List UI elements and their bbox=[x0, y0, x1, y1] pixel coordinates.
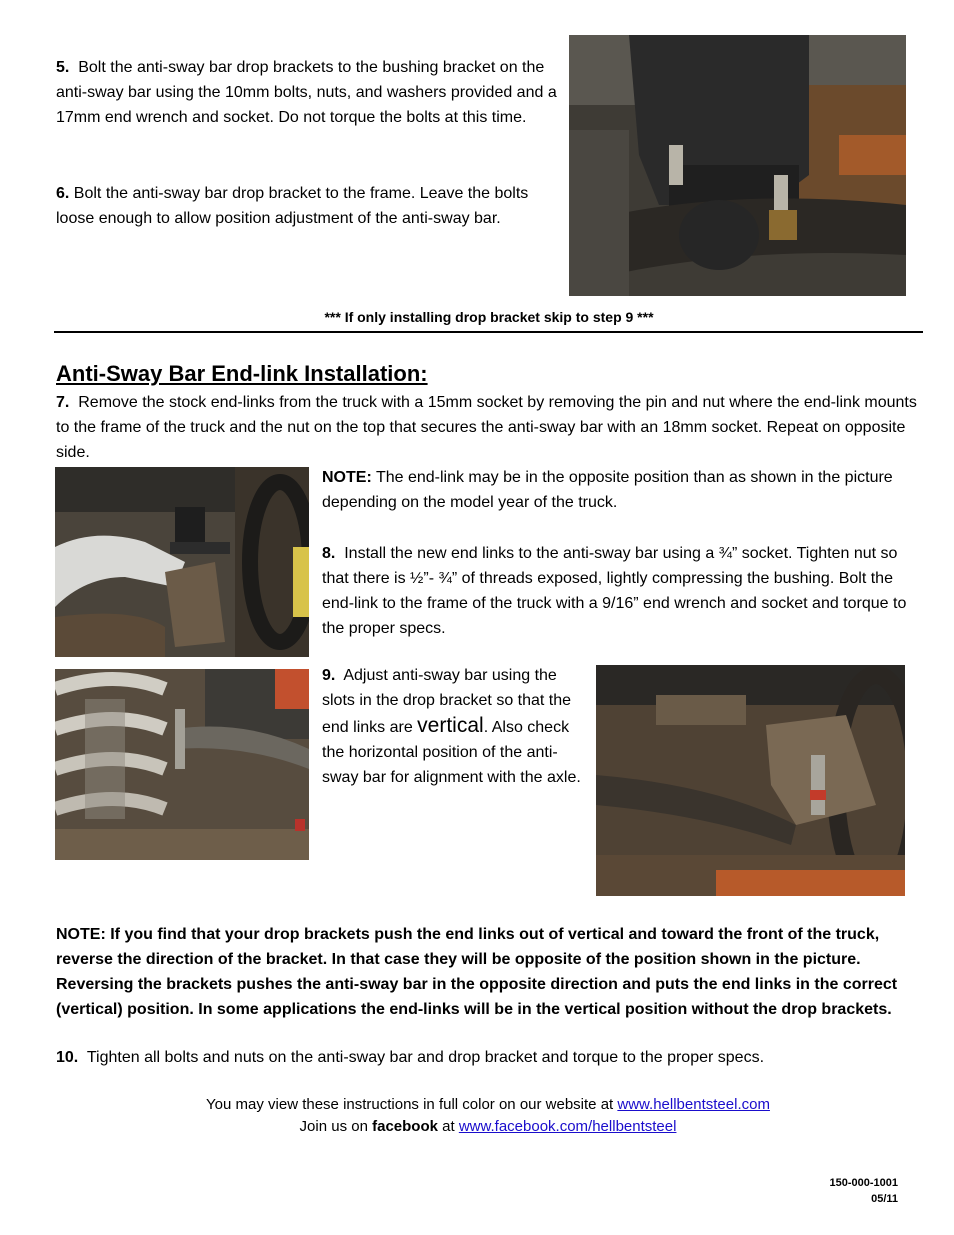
step-9-number: 9. bbox=[322, 667, 336, 684]
step-5 bbox=[56, 55, 561, 130]
step-7 bbox=[56, 390, 926, 465]
step-6 bbox=[56, 181, 561, 231]
step-9-text-a: Adjust anti-sway bar using the slots in the drop bracket so that the end links are bbox=[322, 667, 572, 736]
website-link[interactable]: www.hellbentsteel.com bbox=[617, 1096, 770, 1113]
end-link-removal-photo bbox=[55, 467, 309, 657]
vertical-end-link-photo bbox=[596, 665, 905, 896]
document-number: 150-000-1001 bbox=[829, 1177, 898, 1189]
step-8 bbox=[322, 541, 916, 641]
step-9-text-b: . Also check the horizontal position of the anti-sway bar for alignment with the axle. bbox=[322, 719, 581, 786]
step-10 bbox=[56, 1045, 926, 1070]
note-label: NOTE: bbox=[322, 469, 372, 486]
facebook-link[interactable]: www.facebook.com/hellbentsteel bbox=[458, 1118, 677, 1135]
note-reverse-brackets: NOTE: If you find that your drop brackets push the end links out of vertical and toward the front of the truck, reverse the direction of the bracket. In that case they will be opposite of the position shown in the picture. Reversing the brackets pushes the anti-sway bar in the opposite direction and puts the end links in the correct (vertical) position. In some applications the end-links will be in the vertical position without the drop brackets. bbox=[56, 926, 898, 1018]
document-date: 05/11 bbox=[871, 1193, 898, 1205]
step-10-number: 10. bbox=[56, 1049, 79, 1066]
step-6-number: 6. bbox=[56, 185, 70, 202]
step-8-text: Install the new end links to the anti-sway bar using a ¾” socket. Tighten nut so that there is ½”- ¾” of threads exposed, lightly compressing the bushing. Bolt the end-link to the frame of the truck with a 9/16” end wrench and socket and torque to the proper specs. bbox=[322, 545, 907, 637]
section-title: Anti-Sway Bar End-link Installation: bbox=[56, 361, 428, 386]
step-9 bbox=[322, 663, 587, 790]
footer bbox=[0, 1094, 954, 1138]
document-info bbox=[829, 1175, 898, 1207]
footer-website-line bbox=[0, 1094, 954, 1116]
footer-facebook-word: facebook bbox=[372, 1118, 438, 1135]
footer-facebook-line bbox=[0, 1116, 954, 1138]
step-5-number: 5. bbox=[56, 59, 70, 76]
step-5-text: Bolt the anti-sway bar drop brackets to the bushing bracket on the anti-sway bar using the 10mm bolts, nuts, and washers provided and a 17mm end wrench and socket. Do not torque the bolts at this time. bbox=[56, 59, 557, 126]
skip-note: *** If only installing drop bracket skip to step 9 *** bbox=[324, 309, 654, 325]
end-link-installed-photo bbox=[55, 669, 309, 860]
note-text: The end-link may be in the opposite position than as shown in the picture depending on the model year of the truck. bbox=[322, 469, 893, 511]
footer-website-text: You may view these instructions in full color on our website at bbox=[206, 1096, 614, 1113]
step-8-number: 8. bbox=[322, 545, 336, 562]
note-end-link-position bbox=[322, 465, 912, 515]
step-10-text: Tighten all bolts and nuts on the anti-sway bar and drop bracket and torque to the proper specs. bbox=[86, 1049, 765, 1066]
step-9-vertical-emphasis: vertical bbox=[417, 714, 484, 737]
footer-at-text: at bbox=[442, 1118, 455, 1135]
step-7-number: 7. bbox=[56, 394, 70, 411]
section-divider bbox=[54, 331, 923, 333]
step-7-text: Remove the stock end-links from the truck with a 15mm socket by removing the pin and nut where the end-link mounts to the frame of the truck and the nut on the top that secures the anti-sway bar with an 18mm socket. Repeat on opposite side. bbox=[56, 394, 917, 461]
step-6-text: Bolt the anti-sway bar drop bracket to the frame. Leave the bolts loose enough to allow position adjustment of the anti-sway bar. bbox=[56, 185, 529, 227]
drop-bracket-photo bbox=[569, 35, 906, 296]
footer-join-text: Join us on bbox=[299, 1118, 368, 1135]
